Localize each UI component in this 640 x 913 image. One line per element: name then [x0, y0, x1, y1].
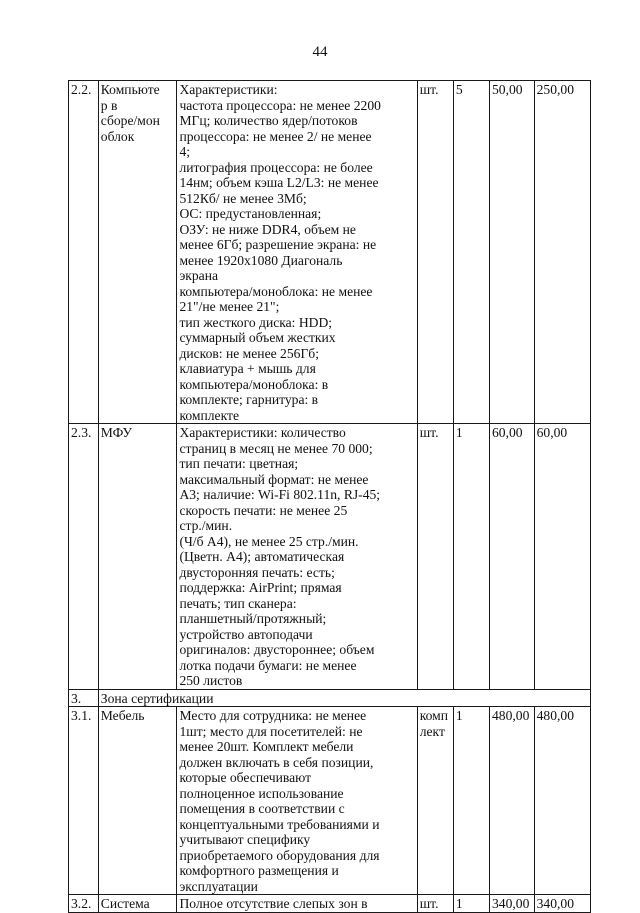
- item-quantity: 5: [453, 81, 489, 424]
- item-description-line: 4;: [179, 144, 191, 159]
- item-description-line: оригиналов: двустороннее; объем: [179, 642, 375, 657]
- item-description-line: Характеристики:: [179, 82, 278, 97]
- table-row: [69, 895, 591, 913]
- item-description: [177, 81, 417, 424]
- page-number: 44: [312, 44, 328, 60]
- item-description-line: которые обеспечивают: [179, 770, 312, 785]
- item-description-line: менее 1920x1080 Диагональ: [179, 252, 343, 268]
- item-description-line: дисков: не менее 256Гб;: [179, 345, 319, 361]
- item-description: [177, 424, 417, 690]
- table-row: [69, 424, 591, 690]
- item-description-line: А3; наличие: Wi-Fi 802.11n, RJ-45;: [179, 487, 381, 502]
- item-description-line: эксплуатации: [179, 878, 258, 894]
- item-description-line: литография процессора: не более: [179, 159, 373, 175]
- item-description-line: менее 6Гб; разрешение экрана: не: [179, 237, 377, 252]
- item-total: 250,00: [534, 81, 590, 424]
- item-price: 50,00: [489, 81, 534, 424]
- item-description-line: тип печати: цветная;: [179, 456, 299, 471]
- item-total: 480,00: [534, 707, 590, 895]
- item-description-line: 14нм; объем кэша L2/L3: не менее: [179, 175, 379, 190]
- item-price: 60,00: [489, 424, 534, 690]
- section-row: [69, 689, 591, 707]
- section-number: 3.: [69, 689, 99, 707]
- item-description-line: компьютера/моноблока: в: [179, 376, 329, 392]
- item-description-line: стр./мин.: [179, 518, 233, 533]
- item-description-line: комплекте: [179, 407, 239, 423]
- item-description-line: МГц; количество ядер/потоков: [179, 113, 358, 128]
- item-quantity: 1: [453, 707, 489, 895]
- item-description-line: помещения в соответствии с: [179, 801, 345, 816]
- item-unit: [417, 707, 453, 895]
- item-name-line: сборе/мон: [100, 113, 160, 128]
- item-description-line: (Ч/б А4), не менее 25 стр./мин.: [179, 533, 359, 549]
- item-description-line: ОЗУ: не ниже DDR4, объем не: [179, 221, 356, 237]
- item-description-line: Характеристики: количество: [179, 425, 346, 440]
- item-description-line: тип жесткого диска: HDD;: [179, 314, 333, 330]
- item-description-line: скорость печати: не менее 25: [179, 502, 348, 518]
- item-description-line: учитывают специфику: [179, 832, 311, 847]
- specification-table-body: [69, 81, 591, 913]
- item-name: [98, 424, 177, 690]
- item-description-line: комплекте; гарнитура: в: [179, 392, 319, 407]
- item-description-line: компьютера/моноблока: не менее: [179, 283, 373, 299]
- item-description-line: (Цветн. А4); автоматическая: [179, 549, 345, 564]
- item-description-line: клавиатура + мышь для: [179, 361, 316, 376]
- item-unit-line: лект: [419, 723, 445, 739]
- item-unit: шт.: [417, 424, 453, 690]
- item-number: 2.2.: [69, 81, 99, 424]
- item-description-line: максимальный формат: не менее: [179, 471, 369, 487]
- item-description-line: комфортного размещения и: [179, 863, 339, 878]
- item-description-line: полноценное использование: [179, 785, 344, 801]
- item-description: [177, 707, 417, 895]
- item-unit: шт.: [417, 81, 453, 424]
- item-description-line: Полное отсутствие слепых зон в: [179, 896, 368, 911]
- item-price: 340,00: [489, 895, 534, 913]
- item-description: [177, 895, 417, 913]
- item-unit: шт.: [417, 895, 453, 913]
- item-description-line: менее 20шт. Комплект мебели: [179, 739, 354, 754]
- item-name-line: облок: [100, 128, 135, 144]
- item-price: 480,00: [489, 707, 534, 895]
- item-description-line: печать; тип сканера:: [179, 595, 297, 611]
- item-description-line: страниц в месяц не менее 70 000;: [179, 440, 373, 456]
- item-description-line: 250 листов: [179, 673, 243, 688]
- item-quantity: 1: [453, 424, 489, 690]
- item-name-line: Мебель: [100, 708, 145, 723]
- item-description-line: лотка подачи бумаги: не менее: [179, 657, 357, 673]
- item-description-line: 512Кб/ не менее 3Мб;: [179, 190, 307, 206]
- item-description-line: ОС: предустановленная;: [179, 206, 322, 221]
- item-description-line: планшетный/протяжный;: [179, 611, 327, 626]
- item-name: [98, 895, 177, 913]
- item-description-line: процессора: не менее 2/ не менее: [179, 128, 372, 144]
- specification-table: [68, 80, 591, 913]
- item-name: [98, 81, 177, 424]
- item-number: 3.1.: [69, 707, 99, 895]
- table-row: [69, 81, 591, 424]
- item-quantity: 1: [453, 895, 489, 913]
- item-description-line: устройство автоподачи: [179, 626, 313, 642]
- item-name-line: Компьюте: [100, 82, 160, 97]
- section-title: Зона сертификации: [98, 689, 590, 707]
- item-name-line: МФУ: [100, 425, 133, 440]
- item-description-line: двусторонняя печать: есть;: [179, 564, 335, 580]
- item-total: 60,00: [534, 424, 590, 690]
- item-name-line: р в: [100, 97, 118, 113]
- item-total: 340,00: [534, 895, 590, 913]
- item-description-line: суммарный объем жестких: [179, 330, 336, 345]
- item-description-line: Место для сотрудника: не менее: [179, 708, 367, 723]
- item-description-line: поддержка: AirPrint; прямая: [179, 580, 342, 595]
- item-description-line: концептуальными требованиями и: [179, 816, 380, 832]
- item-number: 2.3.: [69, 424, 99, 690]
- table-row: [69, 707, 591, 895]
- item-description-line: частота процессора: не менее 2200: [179, 97, 381, 113]
- item-description-line: 21"/не менее 21";: [179, 299, 280, 314]
- item-description-line: экрана: [179, 268, 219, 283]
- item-description-line: должен включать в себя позиции,: [179, 754, 374, 770]
- item-unit-line: комп: [419, 708, 449, 723]
- item-name-line: Система: [100, 896, 150, 911]
- item-description-line: приобретаемого оборудования для: [179, 847, 380, 863]
- item-description-line: 1шт; место для посетителей: не: [179, 723, 363, 739]
- item-name: [98, 707, 177, 895]
- item-number: 3.2.: [69, 895, 99, 913]
